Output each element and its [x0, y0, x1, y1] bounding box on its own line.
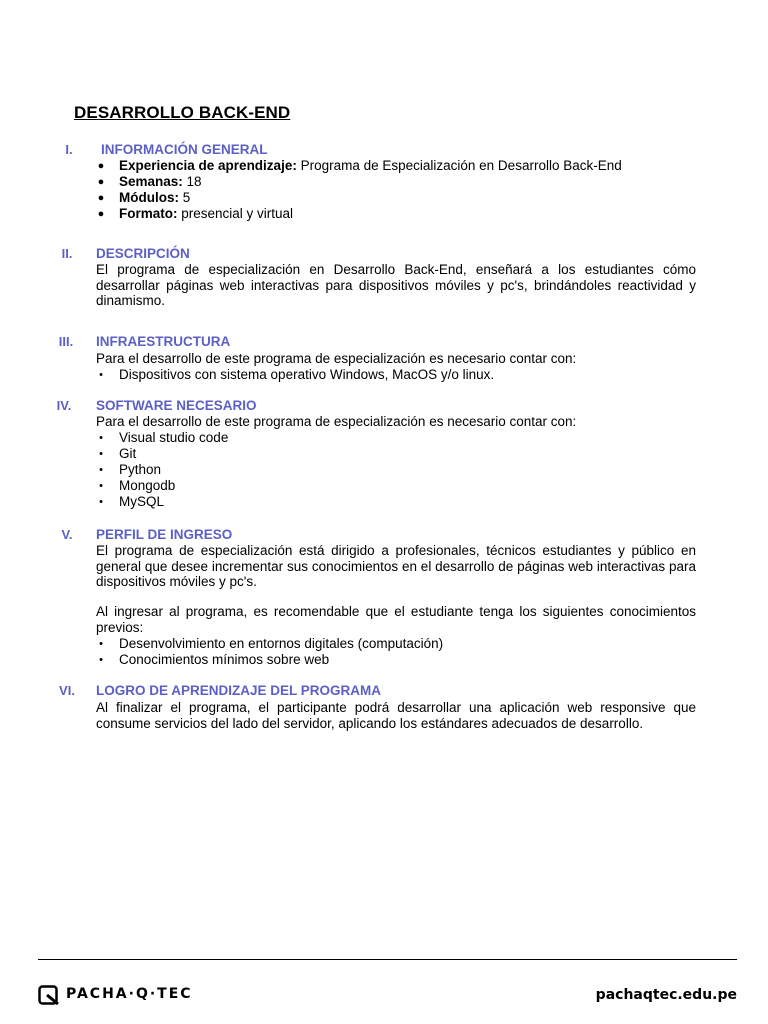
pachaqtec-logo-icon	[38, 985, 60, 1005]
bullet-icon: •	[99, 369, 103, 381]
bullet-list	[96, 430, 228, 510]
section-numeral: IV.	[56, 398, 72, 413]
list-item: ● Semanas: 18	[97, 174, 202, 189]
bullet-icon: •	[99, 496, 103, 508]
bullet-list	[96, 367, 494, 383]
bullet-icon: •	[99, 448, 103, 460]
list-item: • Python	[96, 462, 228, 478]
bullet-icon: •	[99, 464, 103, 476]
section-heading: INFORMACIÓN GENERAL	[101, 142, 268, 157]
section-heading: LOGRO DE APRENDIZAJE DEL PROGRAMA	[96, 683, 382, 698]
section-paragraph: El programa de especialización en Desarrollo Back-End, enseñará a los estudiantes cómo desarrollar páginas web interactivas para dispositivos móviles y pc's, brindándoles reactividad y dinamismo.	[96, 262, 696, 308]
bullet-list	[96, 158, 622, 222]
list-item: • Desenvolvimiento en entornos digitales (computación)	[96, 636, 443, 652]
document-title: DESARROLLO BACK-END	[74, 103, 291, 122]
bullet-icon: •	[99, 480, 103, 492]
section-paragraph: El programa de especialización está dirigido a profesionales, técnicos estudiantes y público en general que desee incrementar sus conocimientos en el desarrollo de páginas web interactivas para dispositivos móviles y pc's.	[96, 543, 696, 589]
bullet-list	[96, 636, 443, 668]
list-item: ● Módulos: 5	[97, 190, 191, 205]
list-item: • Mongodb	[96, 478, 228, 494]
bullet-icon: •	[99, 654, 103, 666]
footer-brand: PACHA·Q·TEC	[66, 986, 193, 1002]
section-numeral: III.	[58, 334, 74, 349]
footer-website-link[interactable]: pachaqtec.edu.pe	[595, 987, 737, 1003]
section-heading: INFRAESTRUCTURA	[96, 334, 231, 349]
section-numeral: VI.	[59, 683, 75, 698]
footer-divider	[38, 959, 737, 960]
bullet-icon: •	[99, 432, 103, 444]
section-numeral: V.	[61, 527, 73, 542]
section-numeral: II.	[61, 246, 73, 261]
list-item: • Git	[96, 446, 228, 462]
section-paragraph: Al finalizar el programa, el participante podrá desarrollar una aplicación web responsive que consume servicios del lado del servidor, aplicando los estándares adecuados de desarrollo.	[96, 700, 696, 731]
list-item: • Conocimientos mínimos sobre web	[96, 652, 443, 668]
section-paragraph: Al ingresar al programa, es recomendable que el estudiante tenga los siguientes conocimientos previos:	[96, 604, 696, 635]
section-paragraph: Para el desarrollo de este programa de especialización es necesario contar con:	[96, 414, 577, 429]
section-heading: PERFIL DE INGRESO	[96, 527, 233, 542]
section-numeral: I.	[65, 142, 73, 157]
list-item: • MySQL	[96, 494, 228, 510]
bullet-icon: ●	[97, 160, 105, 172]
section-heading: SOFTWARE NECESARIO	[96, 398, 257, 413]
list-item: ● Experiencia de aprendizaje: Programa de Especialización en Desarrollo Back-End	[97, 158, 622, 173]
bullet-icon: •	[99, 638, 103, 650]
list-item: • Dispositivos con sistema operativo Windows, MacOS y/o linux.	[96, 367, 494, 383]
bullet-icon: ●	[97, 208, 105, 220]
list-item: ● Formato: presencial y virtual	[97, 206, 294, 221]
list-item: • Visual studio code	[96, 430, 228, 446]
section-heading: DESCRIPCIÓN	[96, 246, 190, 261]
bullet-icon: ●	[97, 176, 105, 188]
section-paragraph: Para el desarrollo de este programa de especialización es necesario contar con:	[96, 351, 577, 366]
bullet-icon: ●	[97, 192, 105, 204]
